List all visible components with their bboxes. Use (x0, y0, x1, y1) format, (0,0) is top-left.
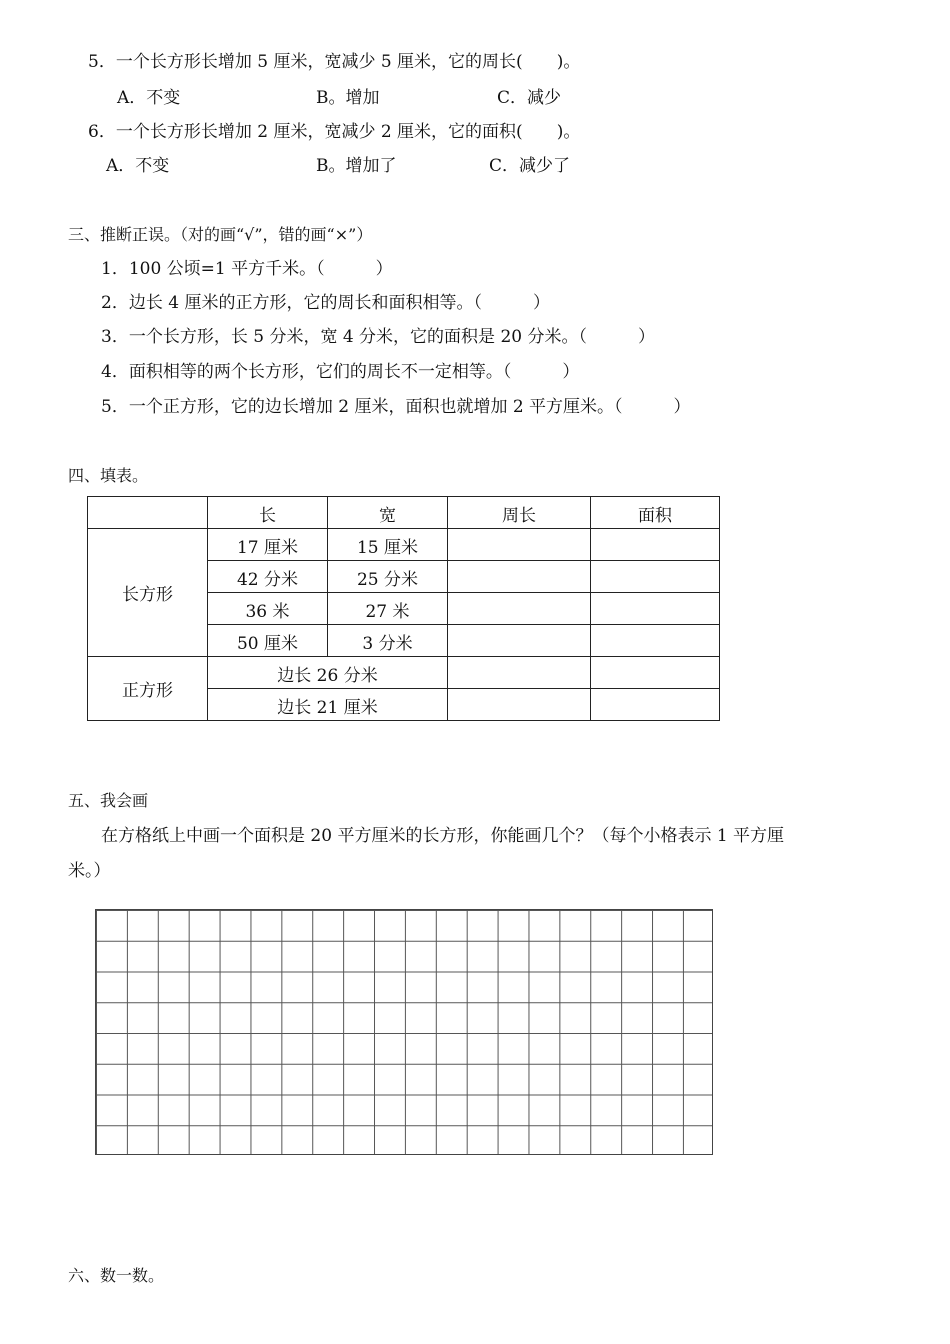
table-row (88, 529, 720, 561)
area-answer-cell[interactable] (591, 657, 720, 689)
q5-option-c: C．减少 (497, 88, 562, 108)
square-side-cell: 边长 21 厘米 (208, 689, 448, 721)
header-blank (88, 497, 208, 529)
section-three-heading: 三、推断正误。（对的画“√”，错的画“×”） (68, 225, 373, 244)
fill-table (87, 496, 720, 721)
judge-item-4: 4．面积相等的两个长方形，它们的周长不一定相等。（ ） (101, 362, 580, 382)
header-area: 面积 (591, 497, 720, 529)
rect-width-cell: 15 厘米 (328, 529, 448, 561)
question-6: 6．一个长方形长增加 2 厘米，宽减少 2 厘米，它的面积( )。 (88, 122, 581, 142)
area-answer-cell[interactable] (591, 625, 720, 657)
section-four-heading: 四、填表。 (68, 466, 149, 485)
draw-instruction-line2: 米。） (68, 861, 111, 881)
rect-length-cell: 42 分米 (208, 561, 328, 593)
table-row (88, 657, 720, 689)
area-answer-cell[interactable] (591, 689, 720, 721)
rect-length-cell: 36 米 (208, 593, 328, 625)
section-six-heading: 六、数一数。 (68, 1266, 165, 1285)
perimeter-answer-cell[interactable] (448, 657, 591, 689)
area-answer-cell[interactable] (591, 561, 720, 593)
header-perimeter: 周长 (448, 497, 591, 529)
area-answer-cell[interactable] (591, 529, 720, 561)
perimeter-answer-cell[interactable] (448, 593, 591, 625)
header-length: 长 (208, 497, 328, 529)
perimeter-answer-cell[interactable] (448, 689, 591, 721)
question-5: 5．一个长方形长增加 5 厘米，宽减少 5 厘米，它的周长( )。 (88, 52, 581, 72)
judge-item-3: 3．一个长方形，长 5 分米，宽 4 分米，它的面积是 20 分米。（ ） (101, 327, 656, 347)
square-side-cell: 边长 26 分米 (208, 657, 448, 689)
rect-length-cell: 17 厘米 (208, 529, 328, 561)
draw-instruction-line1: 在方格纸上中画一个面积是 20 平方厘米的长方形，你能画几个？（每个小格表示 1 平方厘 (101, 826, 785, 846)
header-width: 宽 (328, 497, 448, 529)
perimeter-answer-cell[interactable] (448, 529, 591, 561)
rectangle-label: 长方形 (88, 529, 208, 657)
square-label: 正方形 (88, 657, 208, 721)
table-header-row (88, 497, 720, 529)
perimeter-answer-cell[interactable] (448, 561, 591, 593)
area-answer-cell[interactable] (591, 593, 720, 625)
rect-width-cell: 25 分米 (328, 561, 448, 593)
judge-item-2: 2．边长 4 厘米的正方形，它的周长和面积相等。（ ） (101, 293, 550, 313)
judge-item-5: 5．一个正方形，它的边长增加 2 厘米，面积也就增加 2 平方厘米。（ ） (101, 397, 691, 417)
rect-width-cell: 3 分米 (328, 625, 448, 657)
q5-option-b: B。增加 (316, 88, 380, 108)
judge-item-1: 1．100 公顷=1 平方千米。（ ） (101, 259, 393, 279)
rect-length-cell: 50 厘米 (208, 625, 328, 657)
q5-option-a: A．不变 (117, 88, 181, 108)
section-five-heading: 五、我会画 (68, 791, 149, 810)
perimeter-answer-cell[interactable] (448, 625, 591, 657)
rect-width-cell: 27 米 (328, 593, 448, 625)
q6-option-a: A．不变 (106, 156, 170, 176)
q6-option-c: C．减少了 (489, 156, 571, 176)
q6-option-b: B。增加了 (316, 156, 397, 176)
square-grid-paper[interactable] (95, 909, 713, 1155)
